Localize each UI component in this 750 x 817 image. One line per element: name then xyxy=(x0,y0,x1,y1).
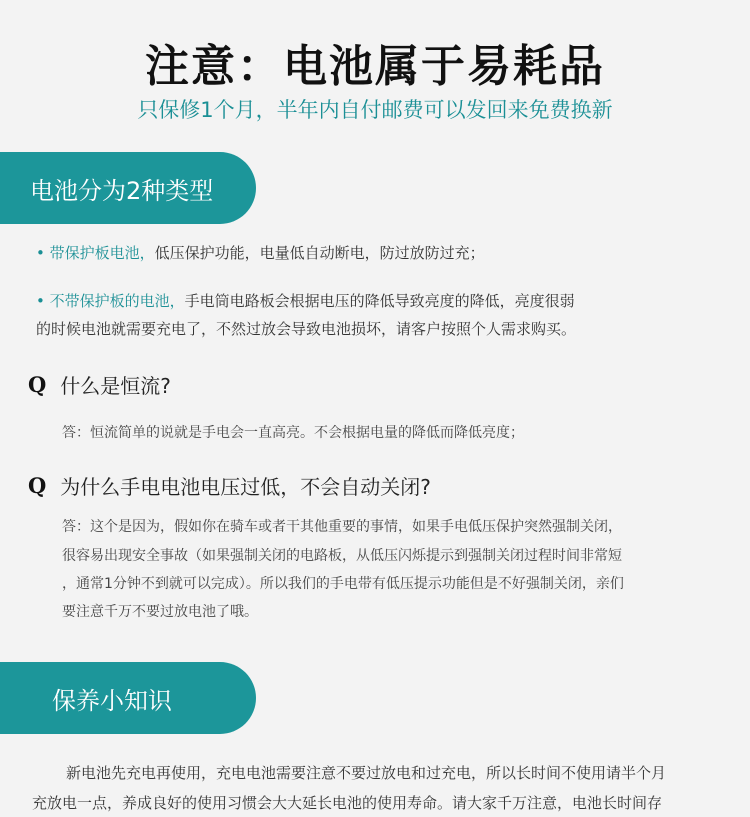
section-banner-maintenance xyxy=(0,662,256,734)
unprotected-battery-desc-line1: 手电筒电路板会根据电压的降低导致亮度的降低，亮度很弱 xyxy=(184,292,575,310)
faq-answer-2-line2: 很容易出现安全事故（如果强制关闭的电路板，从低压闪烁提示到强制关闭过程时间非常短 xyxy=(62,548,622,564)
page-title: 注意：电池属于易耗品 xyxy=(145,41,605,92)
page-subtitle: 只保修1个月，半年内自付邮费可以发回来免费换新 xyxy=(137,98,613,122)
battery-type-unprotected xyxy=(36,290,575,311)
faq-answer-2-line1: 答：这个是因为，假如你在骑车或者干其他重要的事情，如果手电低压保护突然强制关闭， xyxy=(62,519,622,535)
battery-type-protected xyxy=(36,242,485,263)
section-banner-label: 电池分为2种类型 xyxy=(30,176,214,205)
section-banner-battery-types xyxy=(0,152,256,224)
protected-battery-label: • 带保护板电池， xyxy=(36,244,155,262)
unprotected-battery-label: • 不带保护板的电池， xyxy=(36,292,185,310)
maintenance-text-line2: 充放电一点，养成良好的使用习惯会大大延长电池的使用寿命。请大家千万注意，电池长时间存 xyxy=(32,794,663,812)
q-mark: Q xyxy=(28,372,47,397)
faq-question-1 xyxy=(28,370,171,399)
faq-answer-1: 答：恒流简单的说就是手电会一直高亮。不会根据电量的降低而降低亮度； xyxy=(62,425,524,441)
maintenance-text-line1: 新电池先充电再使用，充电电池需要注意不要过放电和过充电，所以长时间不使用请半个月 xyxy=(66,764,667,782)
faq-question-text: 什么是恒流? xyxy=(60,374,171,398)
faq-answer-2-line3: ，通常1分钟不到就可以完成）。所以我们的手电带有低压提示功能但是不好强制关闭，亲们 xyxy=(62,576,624,592)
section-banner-label: 保养小知识 xyxy=(52,686,172,715)
unprotected-battery-desc-line2: 的时候电池就需要充电了，不然过放会导致电池损坏，请客户按照个人需求购买。 xyxy=(36,320,577,338)
faq-question-text: 为什么手电电池电压过低，不会自动关闭? xyxy=(60,475,431,499)
q-mark: Q xyxy=(28,473,47,498)
faq-question-2 xyxy=(28,471,431,500)
protected-battery-desc: 低压保护功能，电量低自动断电，防过放防过充； xyxy=(154,244,485,262)
faq-answer-2-line4: 要注意千万不要过放电池了哦。 xyxy=(62,604,258,620)
